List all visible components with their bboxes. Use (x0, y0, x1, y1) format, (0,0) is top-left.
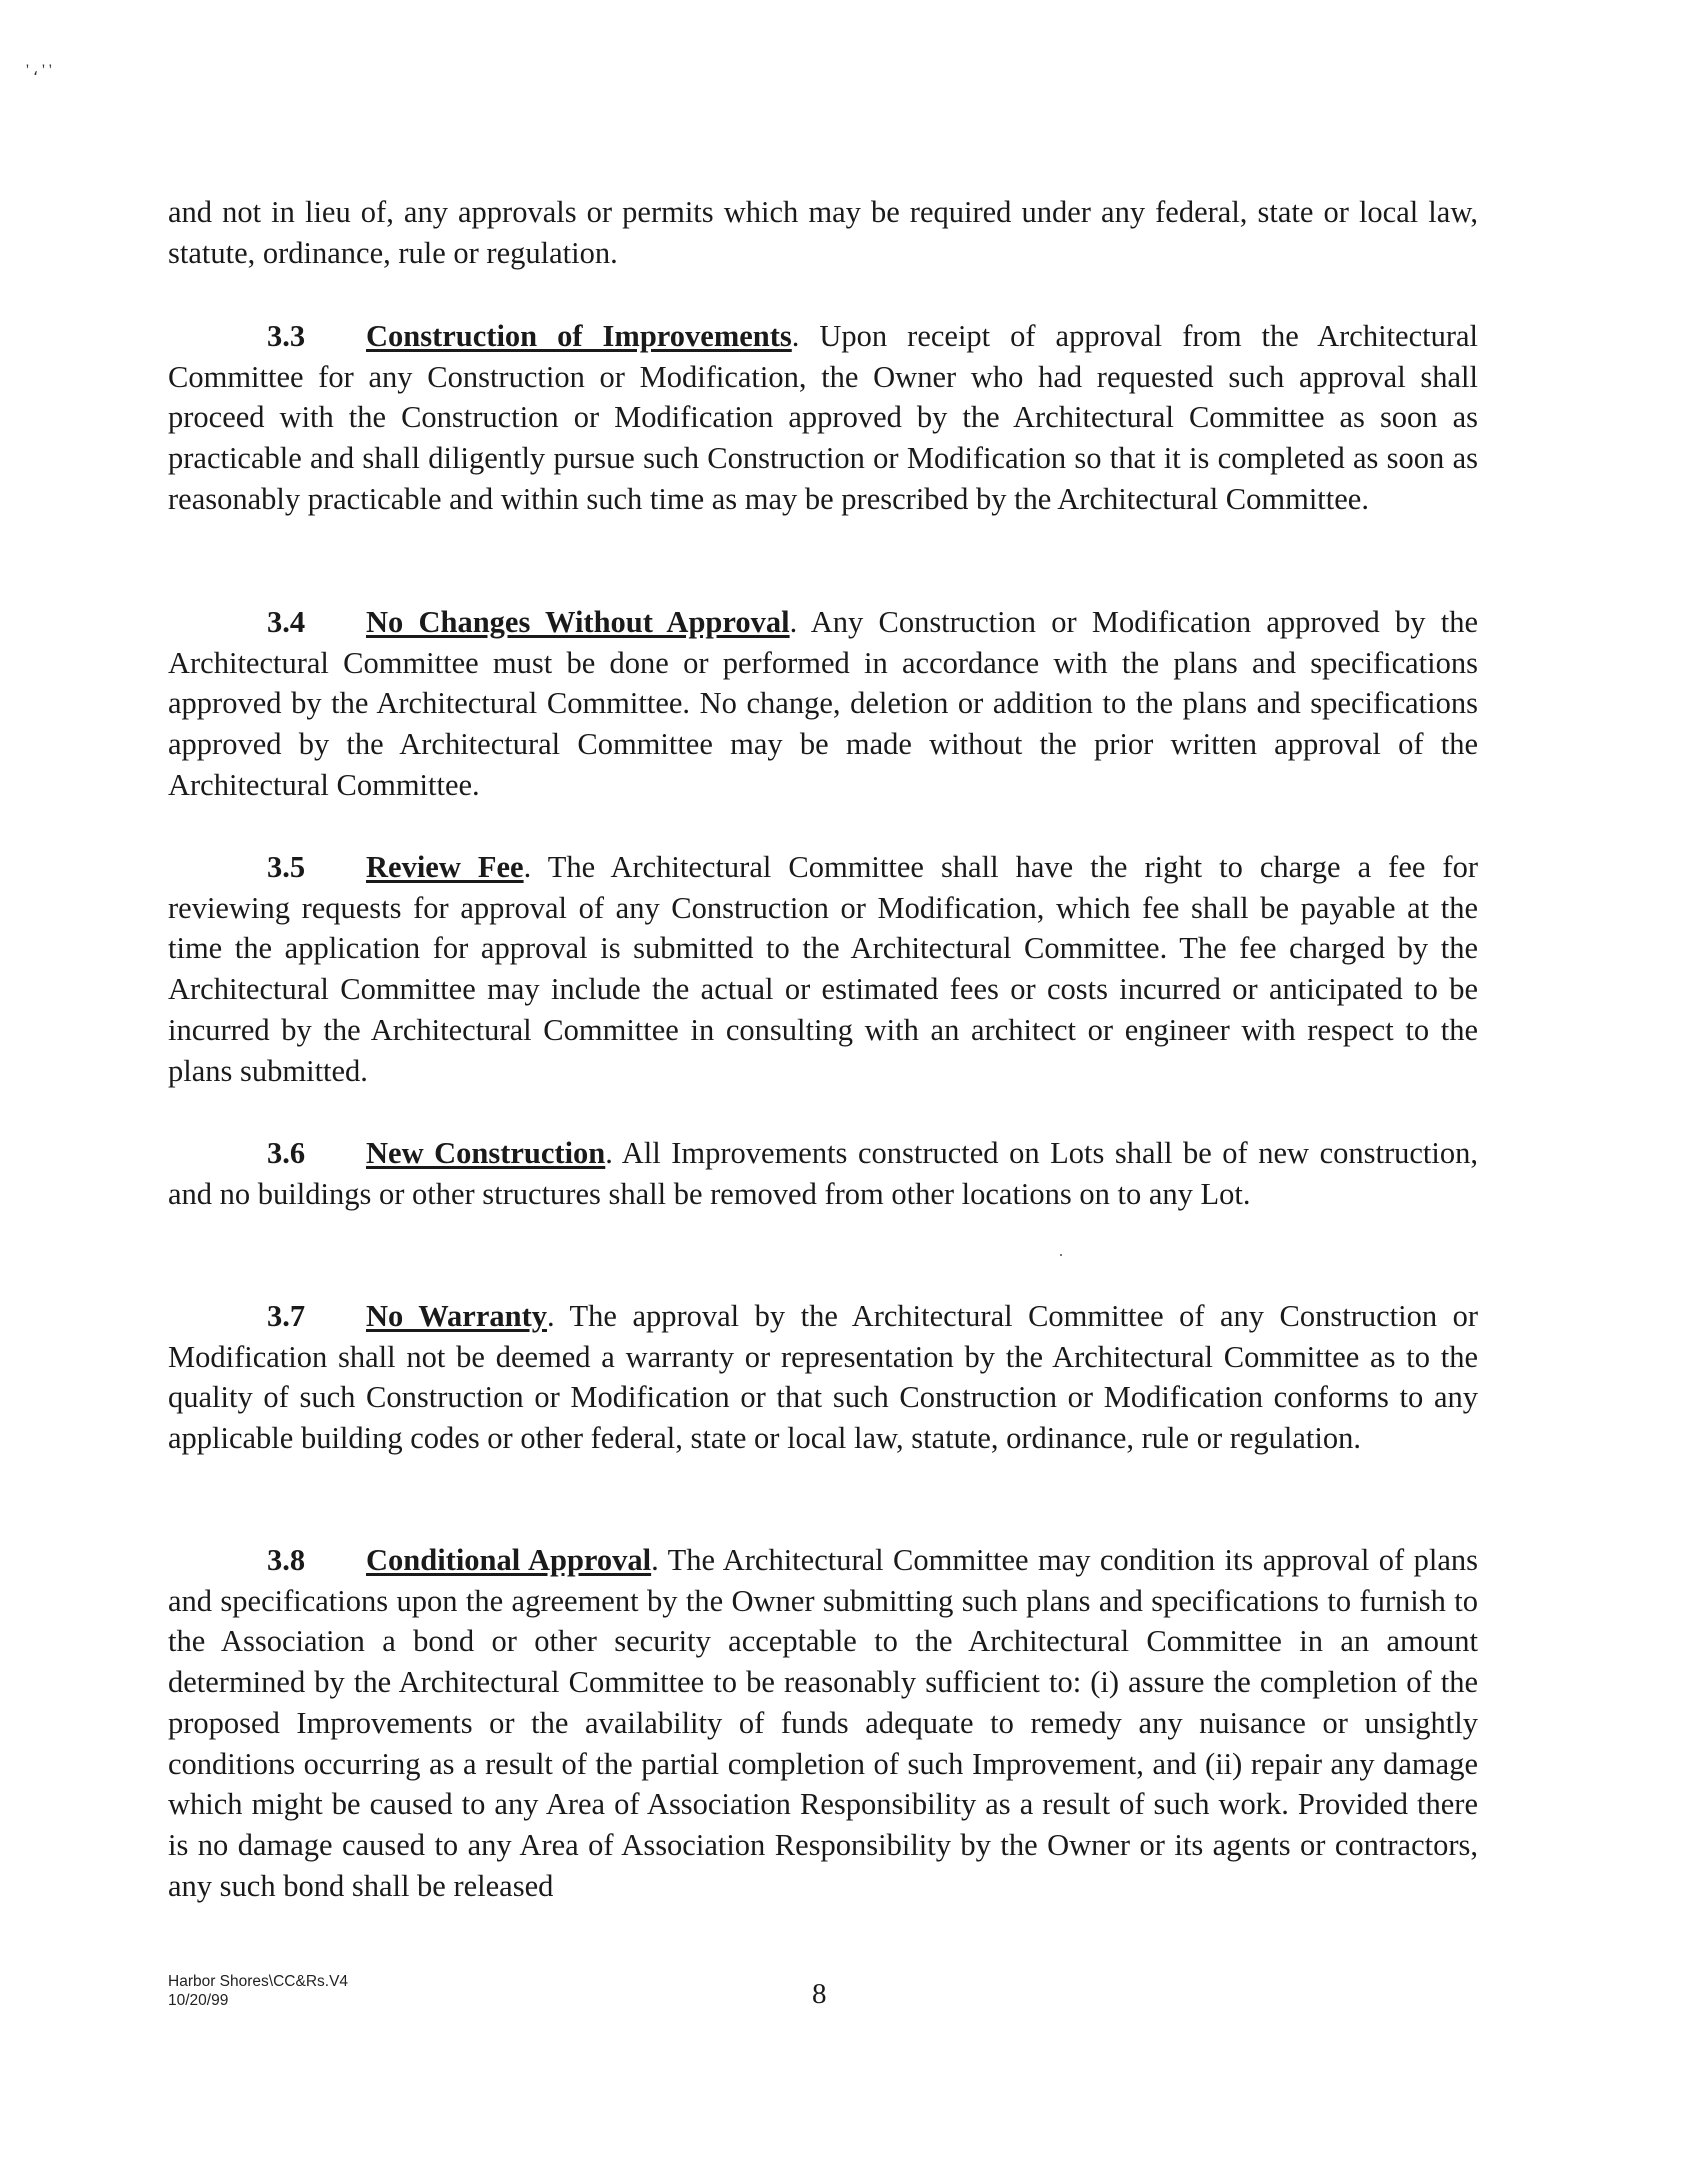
section-3-4 (168, 602, 1478, 806)
section-title: Conditional Approval (366, 1543, 652, 1577)
section-3-6 (168, 1133, 1478, 1214)
section-3-5 (168, 847, 1478, 1091)
continuation-paragraph: and not in lieu of, any approvals or permits which may be required under any federal, state or local law, statute, ordinance, rule or regulation. (168, 195, 1478, 270)
section-3-7 (168, 1296, 1478, 1459)
footer-doc-path: Harbor Shores\CC&Rs.V4 (168, 1973, 349, 1990)
section-body: . The Architectural Committee shall have the right to charge a fee for reviewing requests for approval of any Construction or Modification, which fee shall be payable at the time the application for approval is submitted to the Architectural Committee. The fee charged by the Architectural Committee may include the actual or estimated fees or costs incurred or anticipated to be incurred by the Architectural Committee in consulting with an architect or engineer with respect to the plans submitted. (168, 850, 1478, 1088)
section-body: . The approval by the Architectural Committee of any Construction or Modification shall not be deemed a warranty or representation by the Architectural Committee as to the quality of such Construction or Modification or that such Construction or Modification conforms to any applicable building codes or other federal, state or local law, statute, ordinance, rule or regulation. (168, 1299, 1478, 1456)
section-title: New Construction (366, 1136, 606, 1170)
section-3-8 (168, 1540, 1478, 1906)
section-body: . The Architectural Committee may condition its approval of plans and specifications upon the agreement by the Owner submitting such plans and specifications to furnish to the Association a bond or other security acceptable to the Architectural Committee in an amount determined by the Architectural Committee to be reasonably sufficient to: (i) assure the completion of the proposed Improvements or the availability of funds adequate to remedy any nuisance or unsightly conditions occurring as a result of the partial completion of such Improvement, and (ii) repair any damage which might be caused to any Area of Association Responsibility as a result of such work. Provided there is no damage caused to any Area of Association Responsibility by the Owner or its agents or contractors, any such bond shall be released (168, 1543, 1478, 1903)
section-title: No Warranty (366, 1299, 547, 1333)
section-number: 3.3 (267, 319, 306, 353)
section-body: . Any Construction or Modification approved by the Architectural Committee must be done or performed in accordance with the plans and specifications approved by the Architectural Committee. No change, deletion or addition to the plans and specifications approved by the Architectural Committee may be made without the prior written approval of the Architectural Committee. (168, 605, 1478, 802)
section-title: Construction of Improvements (366, 319, 792, 353)
section-title: No Changes Without Approval (366, 605, 790, 639)
page-number: 8 (812, 1978, 827, 2010)
section-3-3 (168, 316, 1478, 520)
section-number: 3.8 (267, 1543, 306, 1577)
section-number: 3.5 (267, 850, 306, 884)
section-body: . Upon receipt of approval from the Architectural Committee for any Construction or Modification, the Owner who had requested such approval shall proceed with the Construction or Modification approved by the Architectural Committee as soon as practicable and shall diligently pursue such Construction or Modification so that it is completed as soon as reasonably practicable and within such time as may be prescribed by the Architectural Committee. (168, 319, 1479, 516)
section-number: 3.7 (267, 1299, 306, 1333)
section-title: Review Fee (366, 850, 524, 884)
scan-speck (1060, 1254, 1062, 1256)
section-number: 3.4 (267, 605, 306, 639)
scan-marks: ' ، ' ' (26, 62, 52, 79)
footer-date: 10/20/99 (168, 1992, 229, 2009)
section-body: . All Improvements constructed on Lots shall be of new construction, and no buildings or other structures shall be removed from other locations on to any Lot. (168, 1136, 1478, 1211)
footer-doc-info (168, 1972, 348, 2010)
section-number: 3.6 (267, 1136, 306, 1170)
